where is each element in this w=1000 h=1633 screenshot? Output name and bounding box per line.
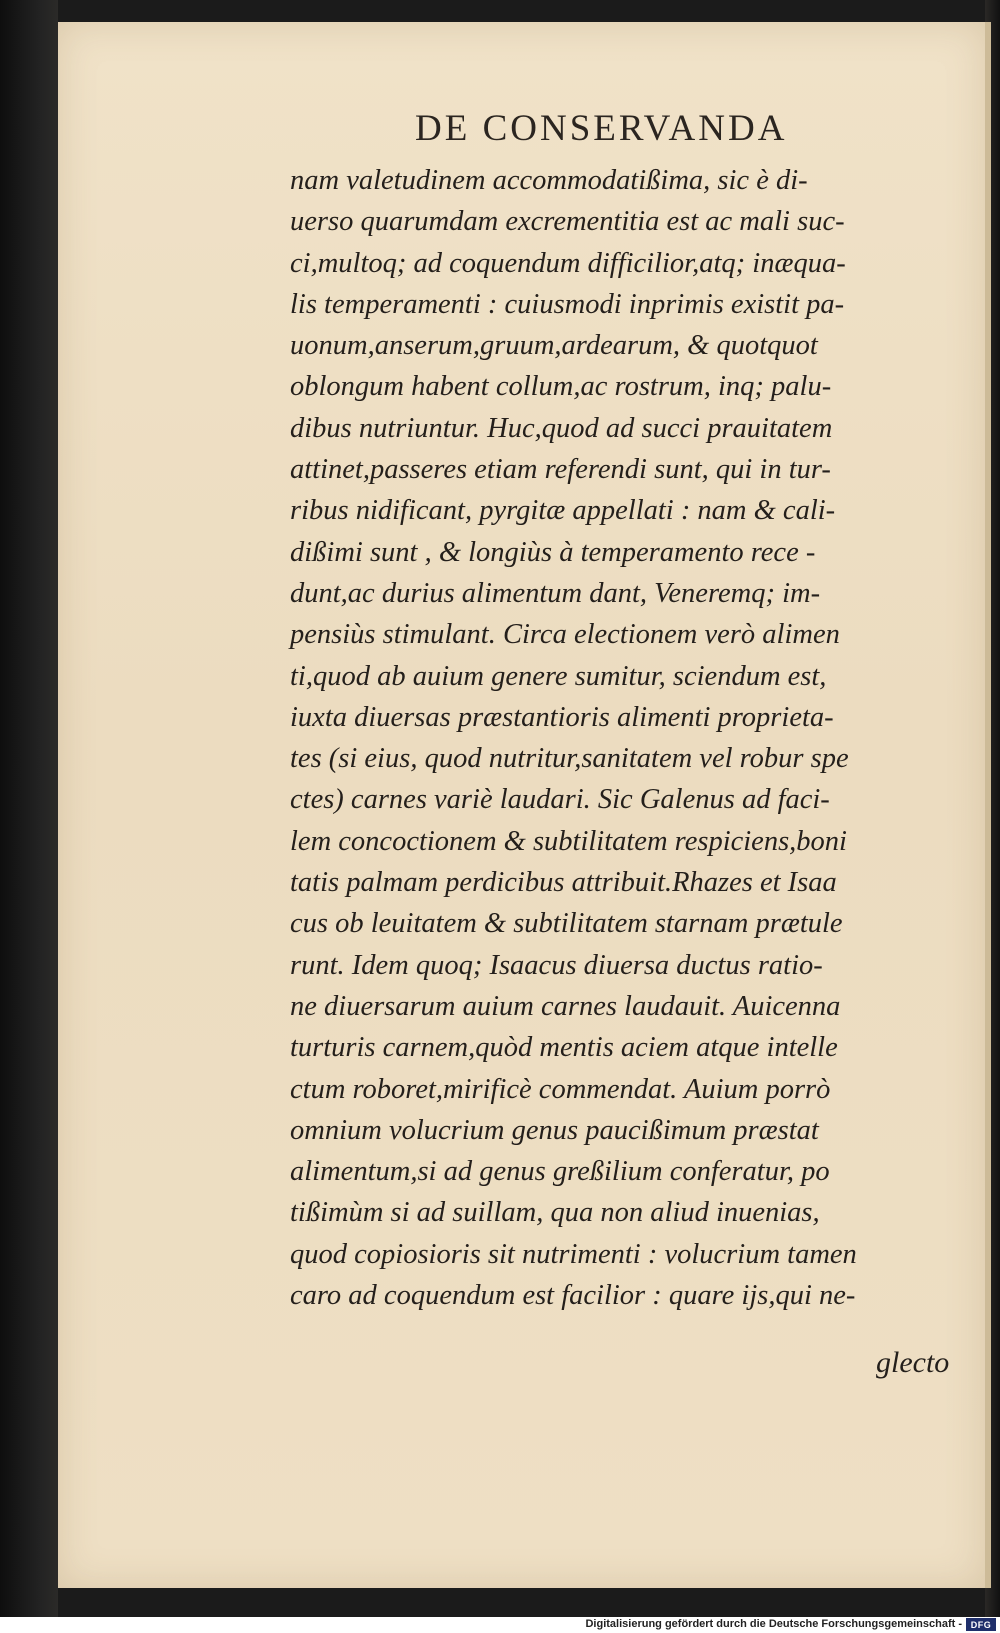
text-line: turturis carnem,quòd mentis aciem atque intelle (290, 1032, 838, 1064)
text-line: cus ob leuitatem & subtilitatem starnam prætule (290, 908, 843, 940)
text-line: ctes) carnes variè laudari. Sic Galenus ad faci- (290, 784, 830, 816)
catchword: glecto (876, 1346, 950, 1379)
body-text (290, 160, 970, 1316)
scan-background-left (0, 0, 58, 1633)
text-line: omnium volucrium genus paucißimum præstat (290, 1114, 819, 1146)
text-line: tes (si eius, quod nutritur,sanitatem vel robur spe (290, 743, 849, 775)
text-line: oblongum habent collum,ac rostrum, inq; palu- (290, 371, 832, 403)
text-line: dißimi sunt , & longiùs à temperamento rece - (290, 536, 816, 568)
text-line: iuxta diuersas præstantioris alimenti proprieta- (290, 701, 834, 733)
text-line: ci,multoq; ad coquendum difficilior,atq; inæqua- (290, 247, 846, 279)
text-line: nam valetudinem accommodatißima, sic è di- (290, 165, 808, 196)
page-edge (985, 22, 991, 1588)
text-line: uonum,anserum,gruum,ardearum, & quotquot (290, 330, 818, 362)
running-head: DE CONSERVANDA (415, 108, 788, 149)
text-line: lem concoctionem & subtilitatem respiciens,boni (290, 825, 847, 857)
text-line: tatis palmam perdicibus attribuit.Rhazes et Isaa (290, 867, 837, 899)
text-line: ti,quod ab auium genere sumitur, sciendum est, (290, 660, 827, 692)
text-line: dibus nutriuntur. Huc,quod ad succi prauitatem (290, 412, 833, 444)
text-line: pensiùs stimulant. Circa electionem verò alimen (290, 619, 840, 651)
text-line: runt. Idem quoq; Isaacus diuersa ductus ratio- (290, 949, 823, 981)
text-line: dunt,ac durius alimentum dant, Veneremq; im- (290, 577, 821, 609)
text-line: caro ad coquendum est facilior : quare ijs,qui ne- (290, 1280, 856, 1312)
text-line: ne diuersarum auium carnes laudauit. Auicenna (290, 990, 841, 1022)
text-line: uerso quarumdam excrementitia est ac mali suc- (290, 206, 845, 238)
dfg-logo: DFG (966, 1618, 996, 1631)
text-line: ctum roboret,mirificè commendat. Auium porrò (290, 1073, 831, 1105)
text-line: alimentum,si ad genus greßilium conferatur, po (290, 1156, 830, 1188)
digitization-credit: Digitalisierung gefördert durch die Deutsche Forschungsgemeinschaft - (585, 1618, 962, 1630)
text-line: ribus nidificant, pyrgitæ appellati : nam & cali- (290, 495, 836, 527)
text-line: lis temperamenti : cuiusmodi inprimis existit pa- (290, 288, 845, 320)
text-line: quod copiosioris sit nutrimenti : volucrium tamen (290, 1238, 857, 1270)
text-line: tißimùm si ad suillam, qua non aliud inuenias, (290, 1197, 820, 1229)
text-line: attinet,passeres etiam referendi sunt, qui in tur- (290, 454, 831, 486)
